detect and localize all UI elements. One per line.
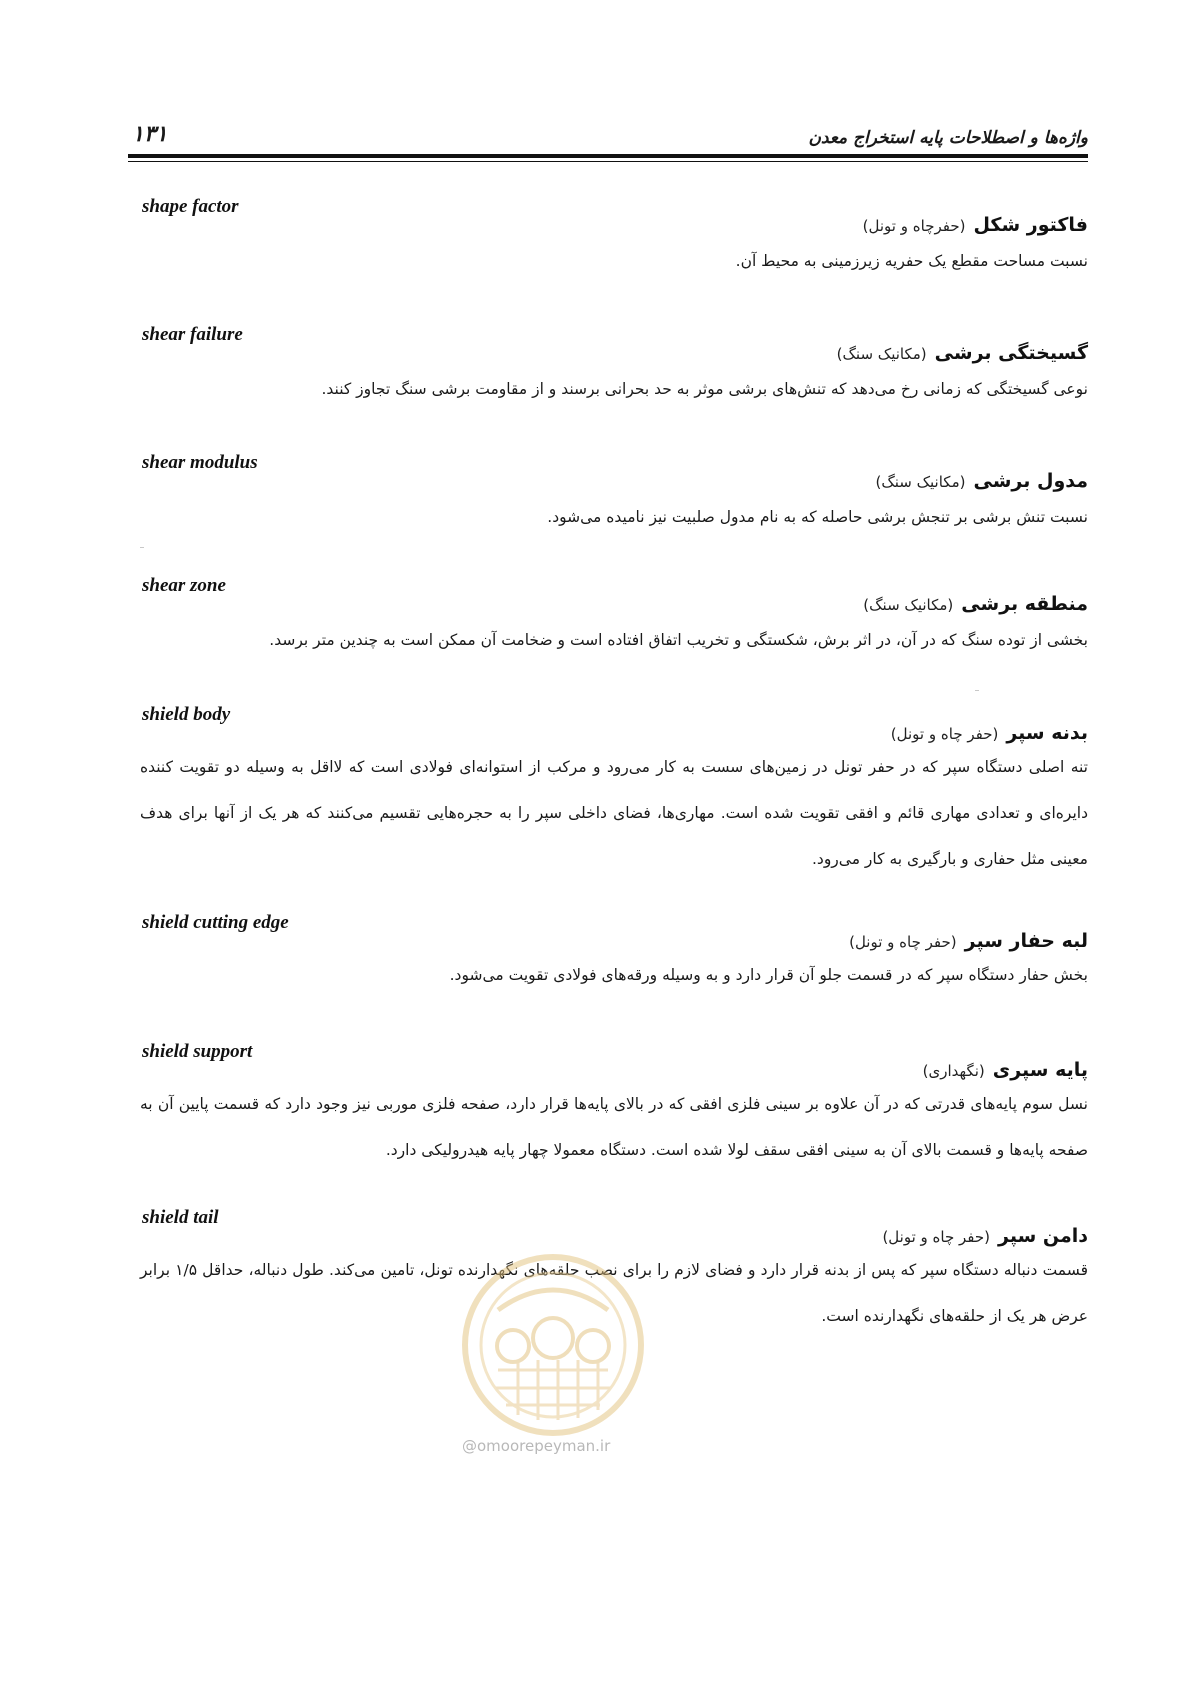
- english-term: shape factor: [142, 196, 239, 217]
- persian-heading: [882, 1225, 1088, 1247]
- header-rule-thick: [128, 154, 1088, 158]
- persian-term: فاکتور شکل: [973, 214, 1088, 236]
- watermark-url: @omoorepeyman.ir: [462, 1437, 611, 1455]
- gear-icon: [497, 1318, 609, 1362]
- persian-heading: [849, 930, 1088, 952]
- seal-outer-ring: [465, 1257, 641, 1433]
- english-term: shield cutting edge: [142, 912, 289, 933]
- definition-text: نسل سوم پایه‌های قدرتی که در آن علاوه بر سینی فلزی افقی که در بالای پایه‌ها قرار دارد، صفحه فلزی موربی نیز وجود دارد که قسمت پایین آن به صفحه پایه‌ها و قسمت بالای آن به سینی افقی سقف لولا شده است. دستگاه معمولا چهار پایه هیدرولیکی دارد.: [140, 1095, 1088, 1159]
- scan-speck: [975, 690, 979, 691]
- persian-heading: [891, 722, 1088, 744]
- page-number: ۱۳۱: [132, 122, 168, 147]
- definition-text: قسمت دنباله دستگاه سپر که پس از بدنه قرار دارد و فضای لازم را برای نصب حلقه‌های نگهدارنده تونل، تامین می‌کند. طول دنباله، حداقل ۱/۵ برابر عرض هر یک از حلقه‌های نگهدارنده است.: [140, 1261, 1088, 1325]
- persian-term: مدول برشی: [973, 470, 1088, 492]
- field-label: (مکانیک سنگ): [836, 345, 927, 363]
- field-label: (حفر چاه و تونل): [882, 1228, 990, 1246]
- persian-term: منطقه برشی: [961, 593, 1088, 615]
- running-title: واژه‌ها و اصطلاحات پایه استخراج معدن: [808, 128, 1088, 148]
- persian-heading: [837, 342, 1088, 364]
- english-term: shear zone: [142, 575, 226, 596]
- persian-term: بدنه سپر: [1006, 722, 1088, 744]
- persian-heading: [923, 1059, 1088, 1081]
- persian-heading: [875, 470, 1088, 492]
- persian-heading: [863, 593, 1088, 615]
- definition-text: بخشی از توده سنگ که در آن، در اثر برش، شکستگی و تخریب اتفاق افتاده است و ضخامت آن ممکن است به چندین متر برسد.: [269, 631, 1088, 649]
- persian-term: لبه حفار سپر: [964, 930, 1088, 952]
- definition-text: نسبت تنش برشی بر تنجش برشی حاصله که به نام مدول صلبیت نیز نامیده می‌شود.: [547, 508, 1088, 526]
- watermark-seal: [458, 1250, 648, 1440]
- definition-text: تنه اصلی دستگاه سپر که در حفر تونل در زمین‌های سست به کار می‌رود و مرکب از استوانه‌ای فولادی است که لااقل به وسیله دو تقویت کننده دایره‌ای و تعدادی مهاری قائم و افقی تقویت شده است. مهاری‌ها، فضای داخلی سپر را به حجره‌هایی تقسیم می‌کنند که هر یک از آنها برای هدف معینی مثل حفاری و بارگیری به کار می‌رود.: [140, 758, 1088, 868]
- persian-heading: [863, 214, 1088, 236]
- english-term: shield body: [142, 704, 231, 725]
- english-term: shield support: [142, 1041, 253, 1062]
- field-label: (مکانیک سنگ): [863, 596, 954, 614]
- page-header: [128, 118, 1088, 158]
- persian-term: دامن سپر: [998, 1225, 1088, 1247]
- scan-speck: [140, 547, 144, 548]
- header-rule-thin: [128, 161, 1088, 162]
- seal-grid: [496, 1360, 610, 1420]
- field-label: (حفر چاه و تونل): [849, 933, 957, 951]
- definition-text: نوعی گسیختگی که زمانی رخ می‌دهد که تنش‌های برشی موثر به حد بحرانی برسند و از مقاومت برشی سنگ تجاوز کنند.: [321, 380, 1088, 398]
- persian-term: پایه سپری: [992, 1059, 1088, 1081]
- english-term: shield tail: [142, 1207, 219, 1228]
- english-term: shear failure: [142, 324, 243, 345]
- field-label: (حفرچاه و تونل): [862, 217, 966, 235]
- field-label: (مکانیک سنگ): [875, 473, 966, 491]
- seal-arc-lettering: [498, 1290, 608, 1310]
- persian-term: گسیختگی برشی: [934, 342, 1088, 364]
- english-term: shear modulus: [142, 452, 258, 473]
- field-label: (حفر چاه و تونل): [890, 725, 999, 743]
- definition-text: نسبت مساحت مقطع یک حفریه زیرزمینی به محیط آن.: [735, 252, 1088, 270]
- field-label: (نگهداری): [922, 1062, 985, 1080]
- definition-text: بخش حفار دستگاه سپر که در قسمت جلو آن قرار دارد و به وسیله ورقه‌های فولادی تقویت می‌شود.: [449, 966, 1088, 984]
- seal-inner-ring: [481, 1273, 625, 1417]
